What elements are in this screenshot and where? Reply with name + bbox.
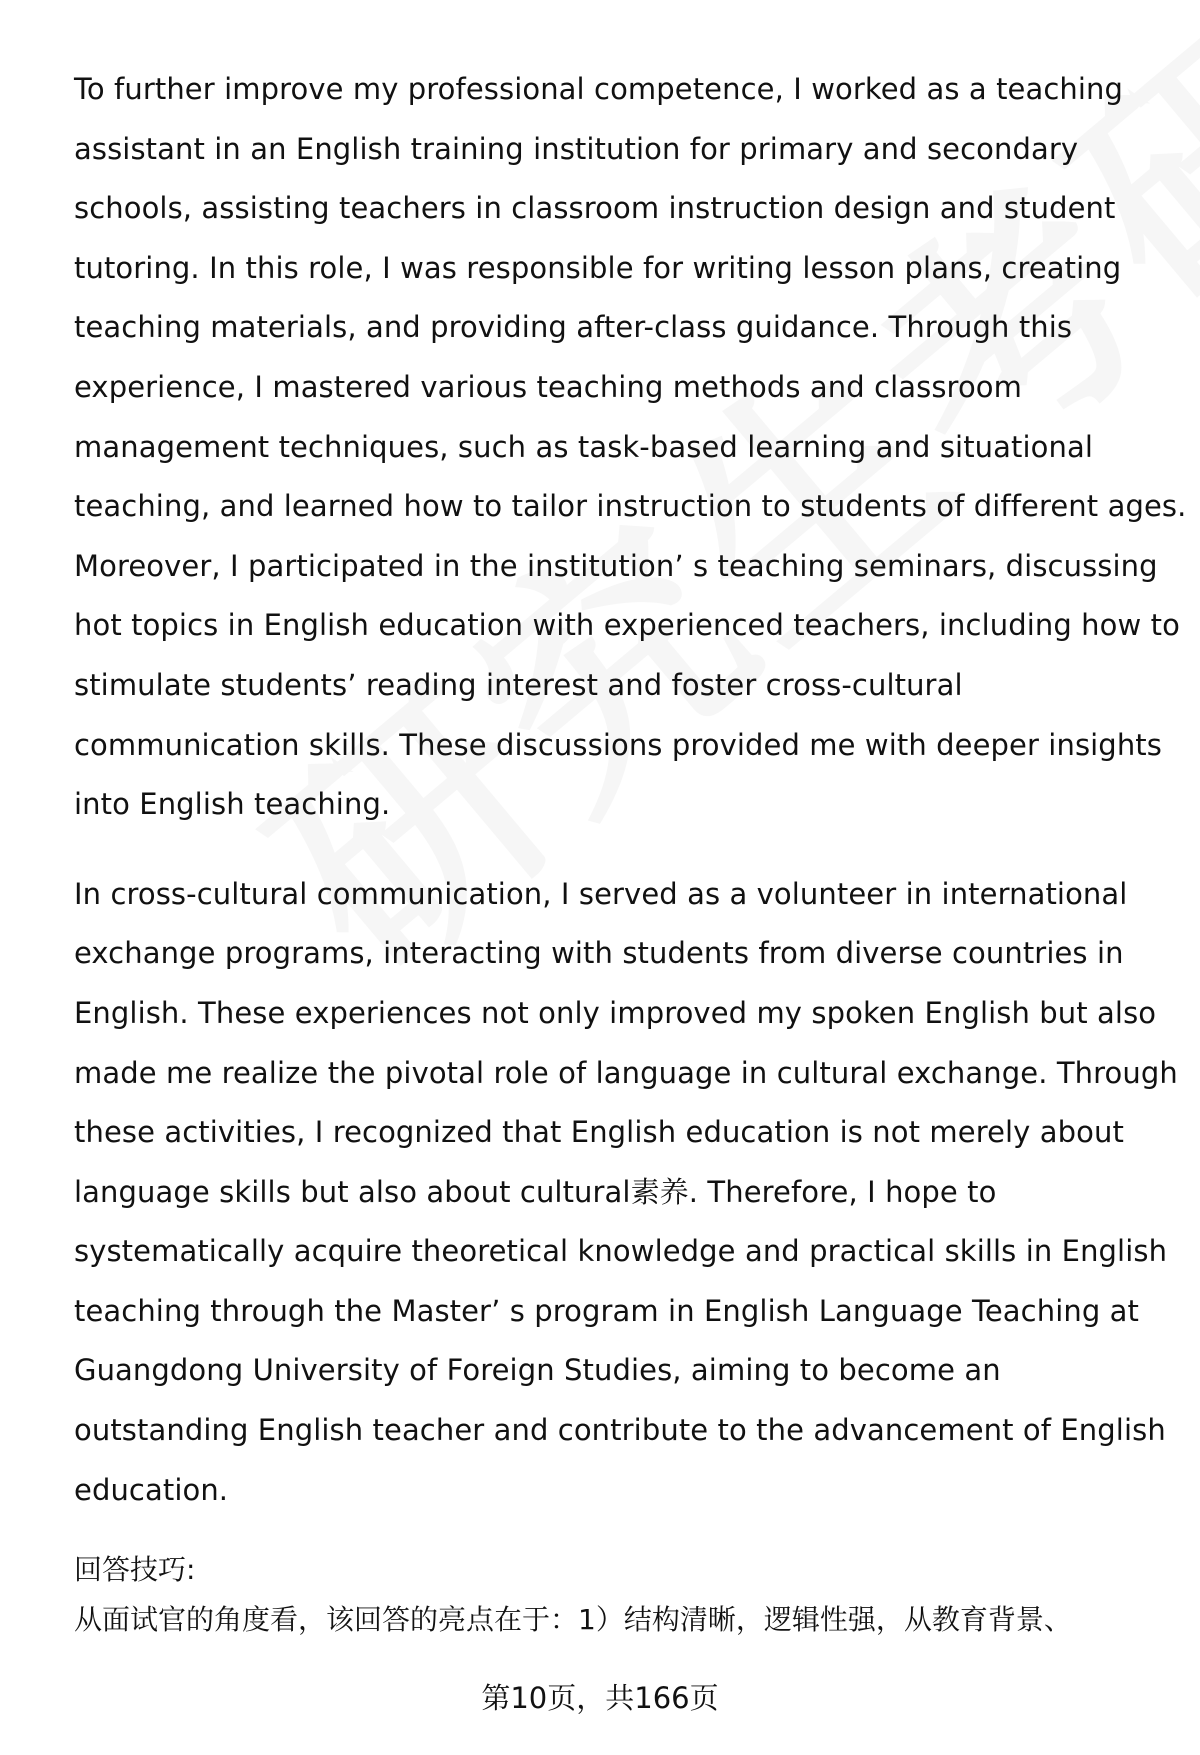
text-line: tutoring. In this role, I was responsible for writing lesson plans, creating — [74, 250, 1122, 285]
text-line: hot topics in English education with experienced teachers, including how to — [74, 608, 1180, 643]
text-line: In cross-cultural communication, I served as a volunteer in international — [74, 876, 1128, 911]
document-body — [74, 60, 1187, 1645]
text-line: stimulate students’ reading interest and foster cross-cultural — [74, 667, 963, 702]
text-line: experience, I mastered various teaching methods and classroom — [74, 369, 1022, 404]
paragraph-cross-cultural — [74, 865, 1178, 1521]
text-line: schools, assisting teachers in classroom instruction design and student — [74, 191, 1116, 226]
text-line: Guangdong University of Foreign Studies, aiming to become an — [74, 1353, 1001, 1388]
text-line: made me realize the pivotal role of language in cultural exchange. Through — [74, 1055, 1178, 1090]
tips-text-line: 从面试官的角度看，该回答的亮点在于：1）结构清晰，逻辑性强，从教育背景、 — [74, 1603, 1072, 1637]
text-line: outstanding English teacher and contribute to the advancement of English — [74, 1413, 1166, 1448]
text-line: into English teaching. — [74, 787, 391, 822]
text-line: Moreover, I participated in the institution’ s teaching seminars, discussing — [74, 548, 1158, 583]
text-line: teaching through the Master’ s program in English Language Teaching at — [74, 1293, 1140, 1328]
text-line: teaching materials, and providing after-class guidance. Through this — [74, 310, 1073, 345]
text-line: language skills but also about cultural素养. Therefore, I hope to — [74, 1174, 997, 1209]
answer-tips-section — [74, 1545, 1154, 1645]
paragraph-teaching-assistant — [74, 60, 1187, 835]
text-line: systematically acquire theoretical knowledge and practical skills in English — [74, 1234, 1168, 1269]
text-line: English. These experiences not only improved my spoken English but also — [74, 995, 1157, 1030]
page-indicator: 第10页，共166页 — [481, 1681, 719, 1715]
text-line: assistant in an English training institution for primary and secondary — [74, 131, 1079, 166]
text-line: these activities, I recognized that English education is not merely about — [74, 1115, 1124, 1150]
text-line: education. — [74, 1472, 229, 1507]
text-line: To further improve my professional competence, I worked as a teaching — [74, 72, 1124, 106]
tips-heading: 回答技巧: — [74, 1553, 196, 1587]
text-line: communication skills. These discussions provided me with deeper insights — [74, 727, 1162, 762]
text-line: teaching, and learned how to tailor instruction to students of different ages. — [74, 489, 1187, 524]
text-line: exchange programs, interacting with students from diverse countries in — [74, 936, 1124, 971]
text-line: management techniques, such as task-based learning and situational — [74, 429, 1093, 464]
